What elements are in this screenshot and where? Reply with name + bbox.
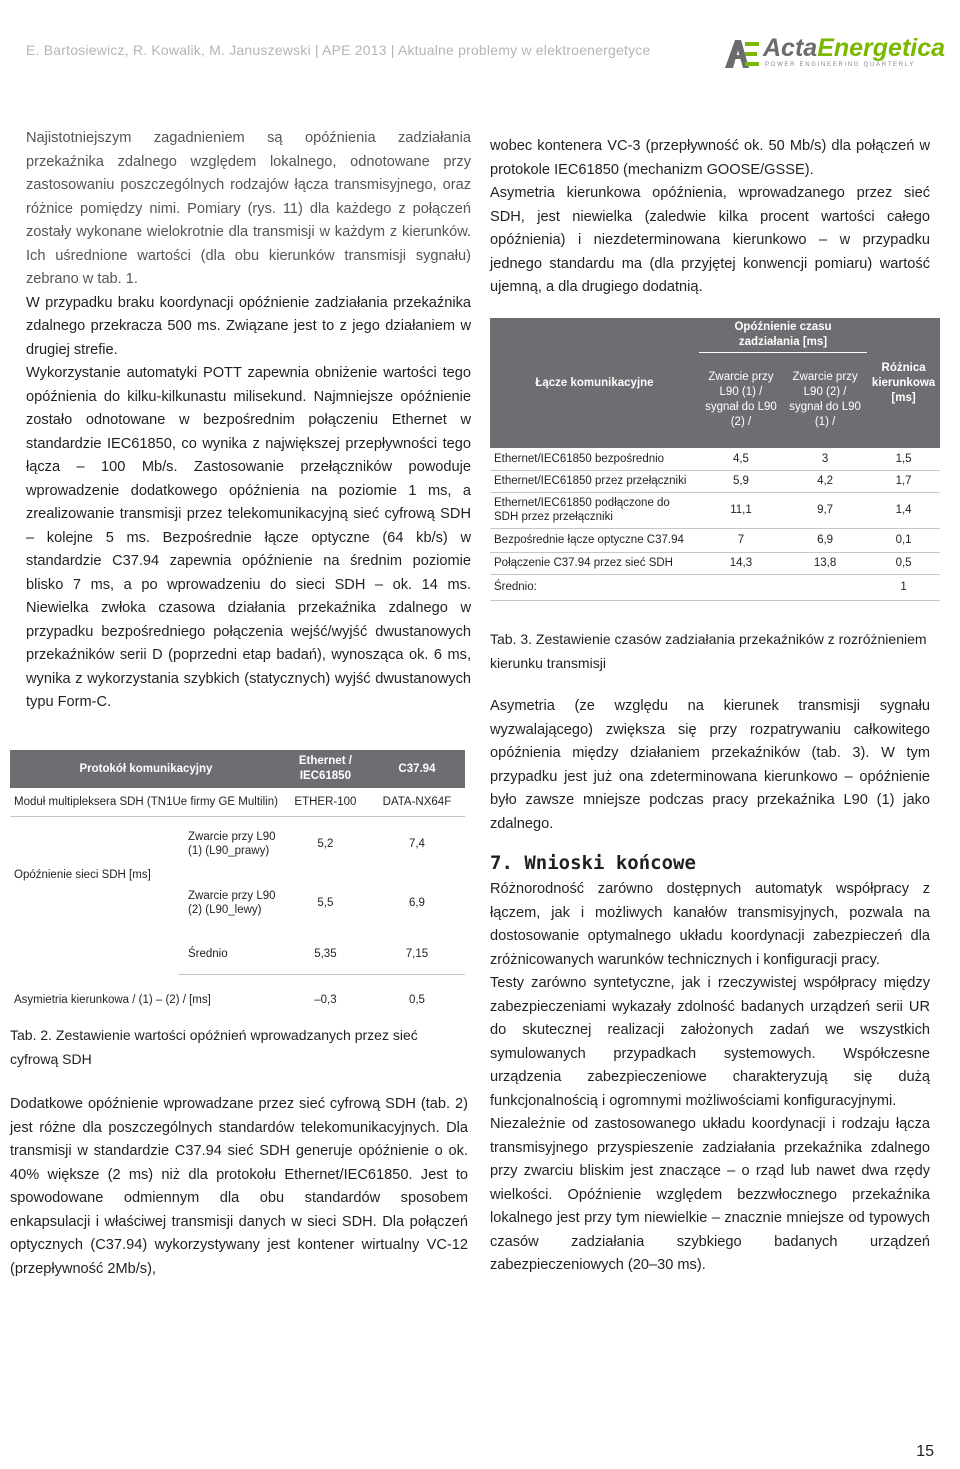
table-cell: DATA-NX64F [369,788,465,816]
table-cell: 0,5 [867,552,940,574]
table-cell [699,574,783,600]
journal-logo [723,34,946,72]
table-cell: 4,2 [783,470,867,492]
left-column [26,127,471,715]
logo-word-acta: Acta [763,34,818,62]
table-cell: Ethernet/IEC61850 bezpośrednio [490,448,699,470]
acta-energetica-logo-icon [723,38,761,70]
table-cell: Średnio [178,934,282,974]
paragraph: Różnorodność zarówno dostępnych automatyk współpracy z łączem, jak i możliwych kanałów transmisyjnych, pozwala na dostosowanie optymalnego układu koordynacji zabezpieczeń dla zróżnicowanych warunków technicznych i konfiguracji pracy. [490,881,930,968]
table-header-cell: Różnica kierunkowa [ms] [867,318,940,448]
table-cell: 5,5 [317,897,334,909]
paragraph: Testy zarówno syntetyczne, jak i rzeczywistej współpracy między zabezpieczeniami wykazały zdolność badanych urządzeń serii UR do skutecznej realizacji założonych zadań we wszystkich symulowanych przypadkach systemowych. Współczesne urządzenia zabezpieczeniowe charakteryzują się dużą funkcjonalnością i ogromnymi możliwościami konfiguracyjnymi. [490,975,930,1109]
table-cell: Zwarcie przy L90 (1) (L90_prawy) [188,831,276,858]
paragraph: Najistotniejszym zagadnieniem są opóźnienia zadziałania przekaźnika zdalnego względem lokalnego, odnotowane przy zastosowaniu poszczególnych rodzajów łącza transmisyjnego, oraz różnice pomiędzy nimi. Pomiary (rys. 11) dla każdego z połączeń zostały wykonane wielokrotnie dla transmisji w każdym z kierunków. Ich uśrednione wartości (dla obu kierunków transmisji sygnału) zebrano w tab. 1. [26,130,471,287]
logo-wordmark [763,34,945,63]
table-cell: 4,5 [699,448,783,470]
right-column-top [490,135,930,300]
paragraph: W przypadku braku koordynacji opóźnienie zadziałania przekaźnika zdalnego przekracza 500 ms. Związane jest to z jego działaniem w drugiej strefie. [26,294,471,358]
table-cell: 3 [783,448,867,470]
table-cell: –0,3 [314,994,337,1007]
table-cell: 1,4 [867,492,940,528]
paragraph: Wykorzystanie automatyki POTT zapewnia obniżenie wartości tego opóźnienia do kilku-kilkunastu milisekund. Najmniejsze opóźnienie zostało odnotowane w bezpośrednim połączeniu Ethernet w standardzie IEC61850, co wynika z największej przepływności tego łącza – 100 Mb/s. Zastosowanie przełączników powoduje wprowadzenie dodatkowego opóźnienia na poziomie 1 ms, a zrealizowanie transmisji przez telekomunikacyjną sieć cyfrową SDH – kolejne 5 ms. Bezpośrednie łącze optyczne (64 kb/s) w standardzie C37.94 zapewnia opóźnienie na średnim poziomie blisko 7 ms, a po wprowadzeniu do sieci SDH – ok. 14 ms. Niewielka zwłoka czasowa działania przekaźnika zdalnego w przypadku bezpośredniego połączenia wejść/wyjść dwustanowych przekaźników serii D (poprzedni etap badań), wynosząca ok. 6 ms, wynika z wykorzystania szybkich (statycznych) wyjść dwustanowych typu Form-C. [26,365,471,710]
table-cell: 9,7 [783,492,867,528]
table-cell: Ethernet/IEC61850 podłączone do SDH przez przełączniki [490,492,699,528]
table-cell: 7,4 [408,838,425,851]
page-number: 15 [916,1443,934,1460]
table-cell: 5,9 [699,470,783,492]
logo-subtitle: POWER ENGINEERING QUARTERLY [765,62,916,68]
table-cell: 5,35 [282,934,369,974]
section-heading: 7. Wnioski końcowe [490,852,696,874]
paragraph: Asymetria (ze względu na kierunek transmisji sygnału wyzwalającego) zwiększa się przy rozpatrywaniu całkowitego opóźnienia między działaniem przekaźników (tab. 3). W tym przypadku jest już ona zdeterminowana kierunkowo – opóźnienie było zawsze mniejsze podczas pracy przekaźnika L90 (1) jako zdalnego. [490,698,930,832]
table-cell: 14,3 [699,552,783,574]
paragraph: Asymetria kierunkowa opóźnienia, wprowadzanego przez sieć SDH, jest niewielka (zaledwie kilka procent wartości całego opóźnienia) i niezdeterminowana kierunkowo – w przypadku jednego standardu ma (dla przyjętej konwencji pomiaru) wartość ujemną, a dla drugiego dodatnią. [490,185,930,295]
table-3 [490,318,940,601]
table-cell: Średnio: [490,574,699,600]
right-column-bottom [490,695,930,1278]
table-cell: 6,9 [783,528,867,552]
logo-word-energetica: Energetica [817,34,946,62]
table-header-cell: Ethernet / IEC61850 [282,750,369,788]
table-cell: 1,7 [867,470,940,492]
table-cell: 13,8 [783,552,867,574]
table-cell: 7 [699,528,783,552]
table-cell: Zwarcie przy L90 (2) (L90_lewy) [188,890,276,916]
paragraph: wobec kontenera VC-3 (przepływność ok. 50 Mb/s) dla połączeń w protokole IEC61850 (mechanizm GOOSE/GSSE). [490,138,930,178]
table-cell: 7,15 [369,934,465,974]
table-cell: 1 [867,574,940,600]
table-cell: Opóźnienie sieci SDH [ms] [14,869,151,882]
table-3-caption: Tab. 3. Zestawienie czasów zadziałania przekaźników z rozróżnieniem kierunku transmisji [490,631,927,671]
table-cell: Bezpośrednie łącze optyczne C37.94 [490,528,699,552]
table-cell: 6,9 [408,897,425,909]
table-2-caption: Tab. 2. Zestawienie wartości opóźnień wprowadzanych przez sieć cyfrową SDH [10,1027,418,1067]
table-cell: 1,5 [867,448,940,470]
paragraph: Niezależnie od zastosowanego układu koordynacji i rodzaju łącza transmisyjnego przyspieszenie zadziałania przekaźnika zdalnego przy zwarciu bliskim jest znaczące – o rząd lub nawet dwa rzędy wielkości. Opóźnienie względem bezzwłocznego przekaźnika lokalnego jest przy tym niewielkie – znacznie mniejsze od typowych czasów zadziałania szybkiego badanych urządzeń zabezpieczeniowych (20–30 ms). [490,1116,930,1273]
table-header-cell: Łącze komunikacyjne [490,318,699,448]
table-header-cell: C37.94 [369,750,465,788]
table-cell: ETHER-100 [282,788,369,816]
table-cell: Asymietria kierunkowa / (1) – (2) / [ms] [14,994,211,1007]
left-column-continued [10,1093,468,1281]
table-header-cell: Zwarcie przy L90 (2) / sygnał do L90 (1) / [783,352,867,448]
table-header-cell: Opóźnienie czasu zadziałania [ms] [699,318,867,352]
table-cell: Połączenie C37.94 przez sieć SDH [490,552,699,574]
table-cell [10,934,178,974]
running-header: E. Bartosiewicz, R. Kowalik, M. Januszewski | APE 2013 | Aktualne problemy w elektroenergetyce [26,42,651,58]
table-2 [10,750,465,1026]
paragraph: Dodatkowe opóźnienie wprowadzane przez sieć cyfrową SDH (tab. 2) jest różne dla poszczególnych standardów telekomunikacyjnych. Dla transmisji w standardzie C37.94 sieć SDH generuje opóźnienie o ok. 40% większe (2 ms) niż dla protokołu Ethernet/IEC61850. Jest to spowodowane odmiennym dla obu standardów sposobem enkapsulacji i właściwej transmisji danych w sieci SDH. Dla połączeń optycznych (C37.94) wykorzystywany jest kontener wirtualny VC-12 (przepływność 2Mb/s), [10,1096,468,1277]
table-cell [783,574,867,600]
table-cell: 11,1 [699,492,783,528]
table-cell: 0,1 [867,528,940,552]
table-header-cell: Protokół komunikacyjny [10,750,282,788]
table-header-cell: Zwarcie przy L90 (1) / sygnał do L90 (2) / [699,352,783,448]
table-cell: Ethernet/IEC61850 przez przełączniki [490,470,699,492]
table-cell: Moduł multipleksera SDH (TN1Ue firmy GE Multilin) [10,788,282,816]
table-cell: 5,2 [317,838,334,851]
table-cell: 0,5 [408,994,425,1007]
